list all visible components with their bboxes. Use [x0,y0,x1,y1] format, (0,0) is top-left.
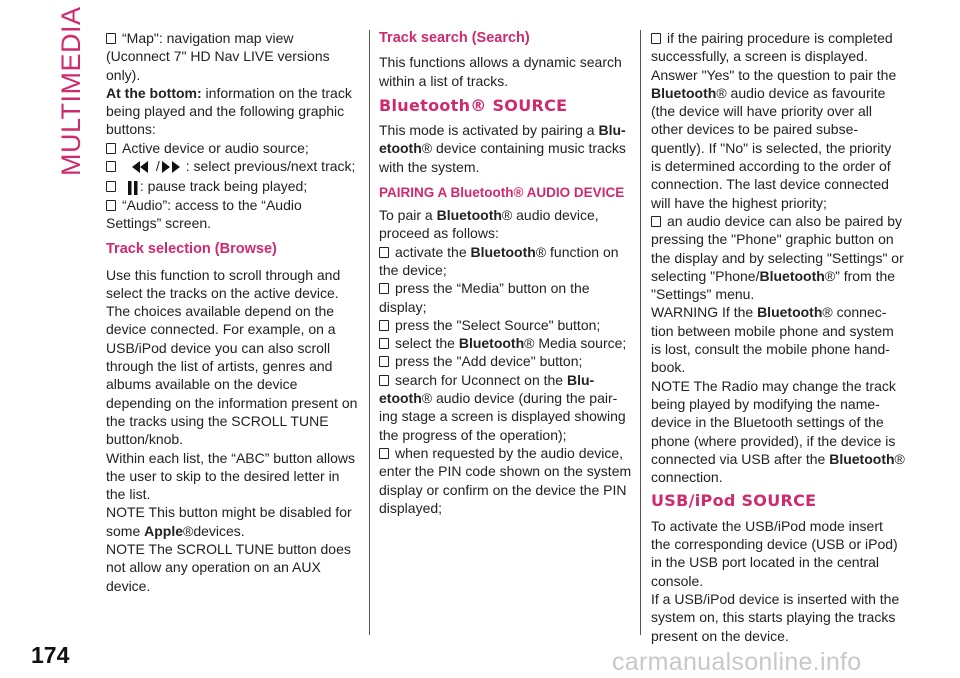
bullet-item: when requested by the audio device, enter the PIN code shown on the system display or confirm on the device the PIN displayed; [379,444,632,516]
column-3 [651,29,905,645]
column-2 [379,29,633,517]
pairing-heading: PAIRING A Bluetooth® AUDIO DEVICE [379,185,625,201]
bluetooth-source-heading: Bluetooth® SOURCE [379,95,568,115]
note: NOTE The SCROLL TUNE button does not allow any operation on an AUX device. [106,541,351,594]
bullet-icon [651,216,661,227]
bullet-item: Active device or audio source; [106,139,358,157]
bullet-icon [379,338,389,349]
bullet-item: press the “Media” button on the display; [379,280,590,315]
bullet-icon [379,320,389,331]
pause-icon [126,181,140,195]
bullet-item: select the Bluetooth® Media source; [379,334,633,352]
bullet-item: : pause track being played; [106,177,358,195]
search-heading: Track search (Search) [379,30,530,46]
previous-track-icon [126,161,156,173]
paragraph: If a USB/iPod device is inserted with the system on, this starts playing the tracks present on the device. [651,590,900,644]
bullet-icon [379,247,389,258]
watermark: carmanualsonline.info [612,648,862,676]
browse-heading: Track selection (Browse) [106,241,277,258]
paragraph: This functions allows a dynamic search within a list of tracks. [379,54,622,89]
column-divider [369,30,370,635]
bullet-icon [379,283,389,294]
bullet-item: “Map": navigation map view (Uconnect 7" HD Nav LIVE versions only). [106,30,330,83]
bullet-item: an audio device can also be paired by pressing the "Phone" graphic button on the display and by selecting "Settings" or selecting "Phone/Bluetooth®” from the "Settings" menu. [651,212,904,303]
bullet-icon [106,143,116,154]
paragraph: This mode is activated by pairing a Blu-etooth® device containing music tracks with the system. [379,122,626,175]
paragraph: To pair a Bluetooth® audio device, proceed as follows: [379,207,599,242]
bullet-icon [106,161,116,172]
bullet-item: press the "Select Source" button; [379,316,633,334]
bullet-icon [106,33,116,44]
note: NOTE This button might be disabled for some Apple®devices. [106,504,352,539]
bullet-item: activate the Bluetooth® function on the device; [379,243,619,278]
section-side-tab [56,6,90,176]
note: NOTE The Radio may change the track being played by modifying the name-device in the Bluetooth settings of the phone (where provided), if the device is connected via USB after the Bluetooth® connection. [651,377,905,486]
paragraph: At the bottom: information on the track being played and the following graphic buttons: [106,84,352,138]
column-1 [106,29,358,595]
bullet-item: if the pairing procedure is completed successfully, a screen is displayed. Answer "Yes" to the question to pair the Bluetooth® audio device as favourite (the device will have priority over all other devices to be paired subse-quently). If "No" is selected, the priority is determined according to the order of connection. The last device connected will have the highest priority; [651,30,897,211]
bullet-item: search for Uconnect on the Blu-etooth® audio device (during the pair-ing stage a screen is displayed showing the progress of the operation); [379,371,626,443]
next-track-icon [160,161,186,173]
bullet-item: / : select previous/next track; [106,157,358,175]
section-label: MULTIMEDIA [56,6,86,176]
paragraph: To activate the USB/iPod mode insert the corresponding device (USB or iPod) in the USB port located in the central console. [651,517,898,589]
bullet-icon [379,448,389,459]
column-divider [640,30,641,635]
warning: WARNING If the Bluetooth® connec-tion between mobile phone and system is lost, consult the mobile phone hand-book. [651,304,894,376]
bullet-icon [106,181,116,192]
bullet-icon [106,200,116,211]
bullet-icon [379,375,389,386]
paragraph: Within each list, the “ABC” button allows the user to skip to the desired letter in the list. [106,449,355,503]
bullet-item: “Audio”: access to the “Audio Settings” screen. [106,196,302,231]
bullet-icon [651,33,661,44]
usb-source-heading: USB/iPod SOURCE [651,491,817,511]
paragraph: Use this function to scroll through and select the tracks on the active device. The choices available depend on the device connected. For example, on a USB/iPod device you can also scroll through the list of artists, genres and albums available on the device depending on the information present on the tracks using the SCROLL TUNE button/knob. [106,266,358,448]
bullet-icon [379,356,389,367]
page-number: 174 [31,642,70,668]
bullet-item: press the "Add device" button; [379,352,633,370]
